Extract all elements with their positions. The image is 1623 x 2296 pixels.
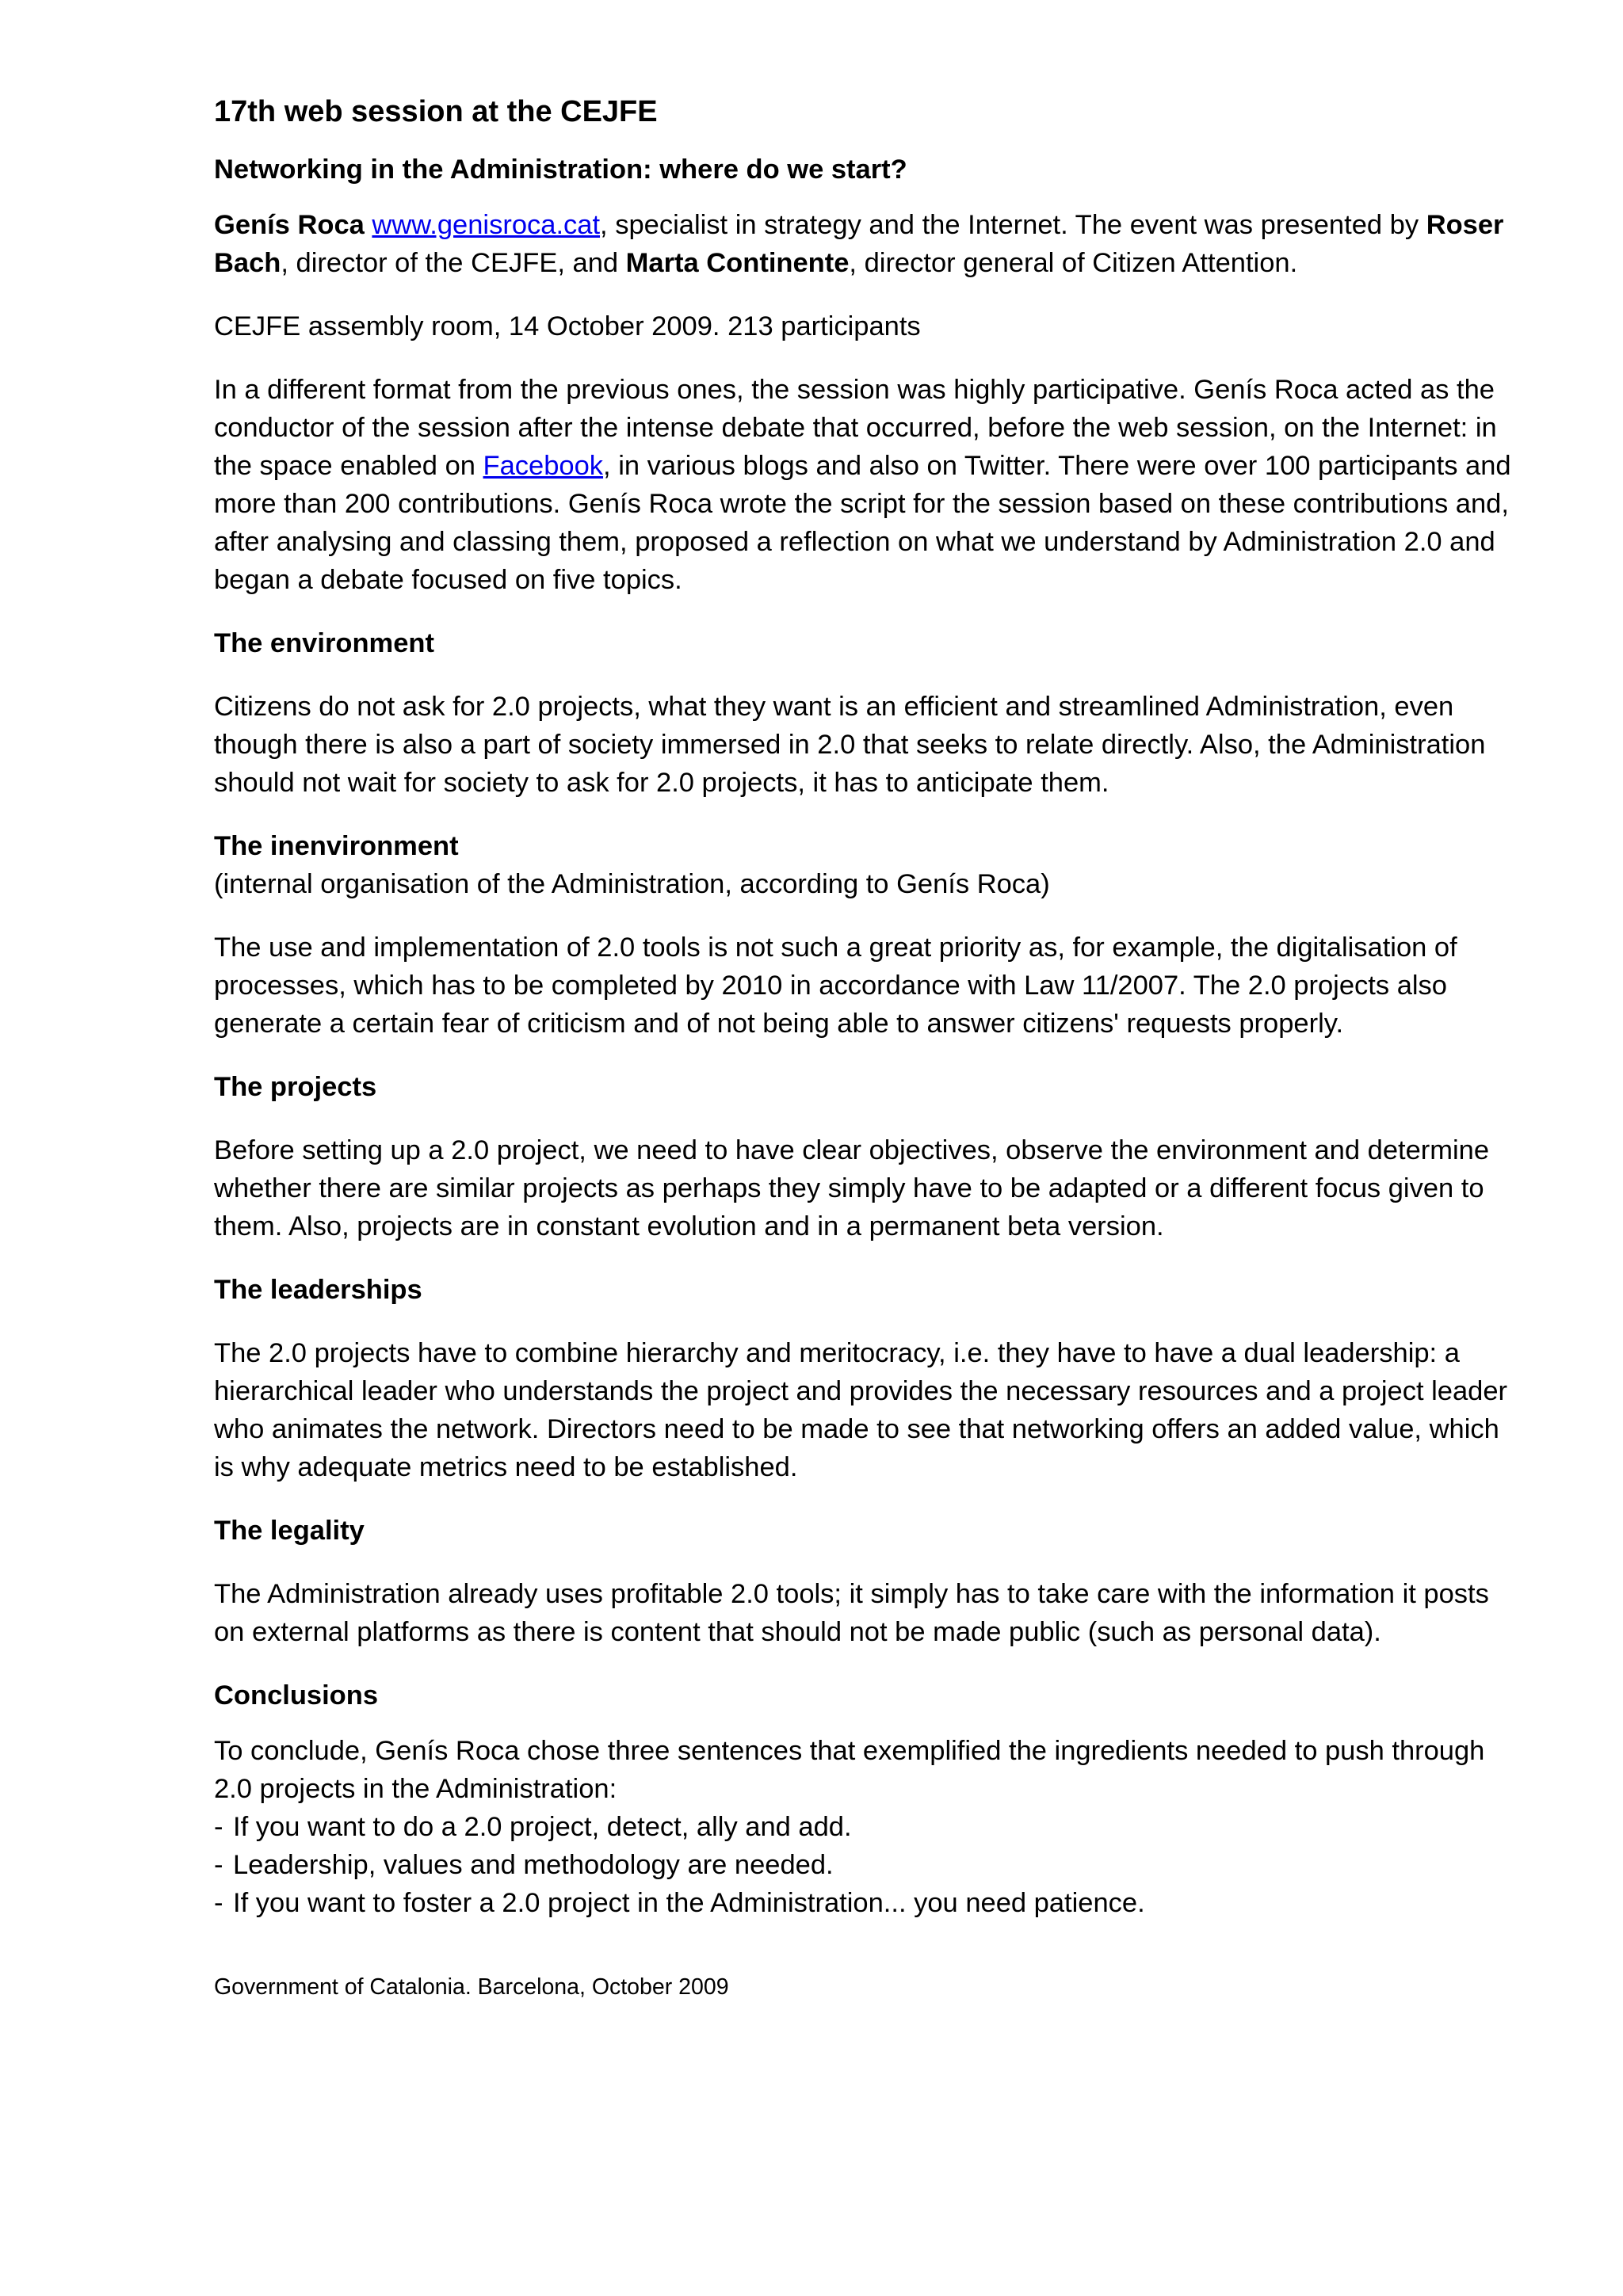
summary-paragraph [214,371,1514,599]
speaker-website-link[interactable]: www.genisroca.cat [372,210,601,240]
intro-paragraph [214,206,1514,282]
conclusions-bullet-list [214,1808,1514,1922]
document-title: 17th web session at the CEJFE [214,95,658,128]
section-heading-conclusions [214,1676,1514,1714]
environment-heading-text: The environment [214,628,434,658]
section-body-legality: The Administration already uses profitable 2.0 tools; it simply has to take care with the information it posts on external platforms as there is content that should not be made public (such as personal data). [214,1579,1489,1647]
bullet-text: If you want to do a 2.0 project, detect, ally and add. [233,1812,852,1842]
presenter-2-name: Marta Continente [625,248,850,278]
section-heading-leaderships [214,1271,1514,1309]
facebook-link[interactable]: Facebook [483,451,604,481]
presenter-2-description: , director general of Citizen Attention. [849,248,1298,278]
dash-bullet: - [214,1888,223,1918]
section-body-leaderships: The 2.0 projects have to combine hierarchy and meritocracy, i.e. they have to have a dual leadership: a hierarchical leader who understands the project and provides the necessary resources and a project leader who animates the network. Directors need to be made to see that networking offers an added value, which is why adequate metrics need to be established. [214,1338,1508,1482]
section-body-projects: Before setting up a 2.0 project, we need to have clear objectives, observe the environment and determine whether there are similar projects as perhaps they simply have to be adapted or a different focus given to them. Also, projects are in constant evolution and in a permanent beta version. [214,1135,1490,1241]
speaker-description: , specialist in strategy and the Internet. The event was presented by [600,210,1419,240]
leaderships-heading-text: The leaderships [214,1275,422,1305]
list-item [214,1846,1514,1884]
inenvironment-heading-text: The inenvironment [214,831,459,861]
list-item [214,1808,1514,1846]
summary-text-2: , in various blogs and also on Twitter. There were over 100 participants and more than 200 contributions. Genís Roca wrote the script for the session based on these contributions and, after analysing and classing them, proposed a reflection on what we understand by Administration 2.0 and began a debate focused on five topics. [214,451,1511,595]
presenter-1-name: Roser Bach [214,210,1504,278]
bullet-text: Leadership, values and methodology are needed. [233,1850,834,1880]
dash-bullet: - [214,1850,223,1880]
presenter-1-description: , director of the CEJFE, and [281,248,626,278]
legality-heading-text: The legality [214,1516,365,1546]
section-heading-environment [214,624,1514,662]
section-body-inenvironment: The use and implementation of 2.0 tools is not such a great priority as, for example, the digitalisation of processes, which has to be completed by 2010 in accordance with Law 11/2007. The 2.0 projects also generate a certain fear of criticism and of not being able to answer citizens' requests properly. [214,933,1457,1039]
document-subtitle: Networking in the Administration: where do we start? [214,154,907,185]
venue-line: CEJFE assembly room, 14 October 2009. 213 participants [214,311,921,341]
document-footer: Government of Catalonia. Barcelona, October 2009 [214,1974,729,2000]
section-heading-legality [214,1512,1514,1550]
list-item [214,1884,1514,1922]
section-note-inenvironment: (internal organisation of the Administration, according to Genís Roca) [214,869,1050,899]
section-heading-inenvironment [214,827,1514,865]
document-page [214,93,1514,2001]
section-body-environment: Citizens do not ask for 2.0 projects, what they want is an efficient and streamlined Administration, even though there is also a part of society immersed in 2.0 that seeks to relate directly. Also, the Administration should not wait for society to ask for 2.0 projects, it has to anticipate them. [214,692,1486,798]
projects-heading-text: The projects [214,1072,377,1102]
speaker-name: Genís Roca [214,210,365,240]
section-heading-projects [214,1068,1514,1106]
summary-text-1: In a different format from the previous ones, the session was highly participative. Genís Roca acted as the conductor of the session after the intense debate that occurred, before the web session, on the Internet: in the space enabled on [214,375,1497,481]
section-body-conclusions: To conclude, Genís Roca chose three sentences that exemplified the ingredients needed to push through 2.0 projects in the Administration: [214,1736,1485,1804]
conclusions-heading-text: Conclusions [214,1680,379,1711]
bullet-text: If you want to foster a 2.0 project in the Administration... you need patience. [233,1888,1145,1918]
dash-bullet: - [214,1812,223,1842]
